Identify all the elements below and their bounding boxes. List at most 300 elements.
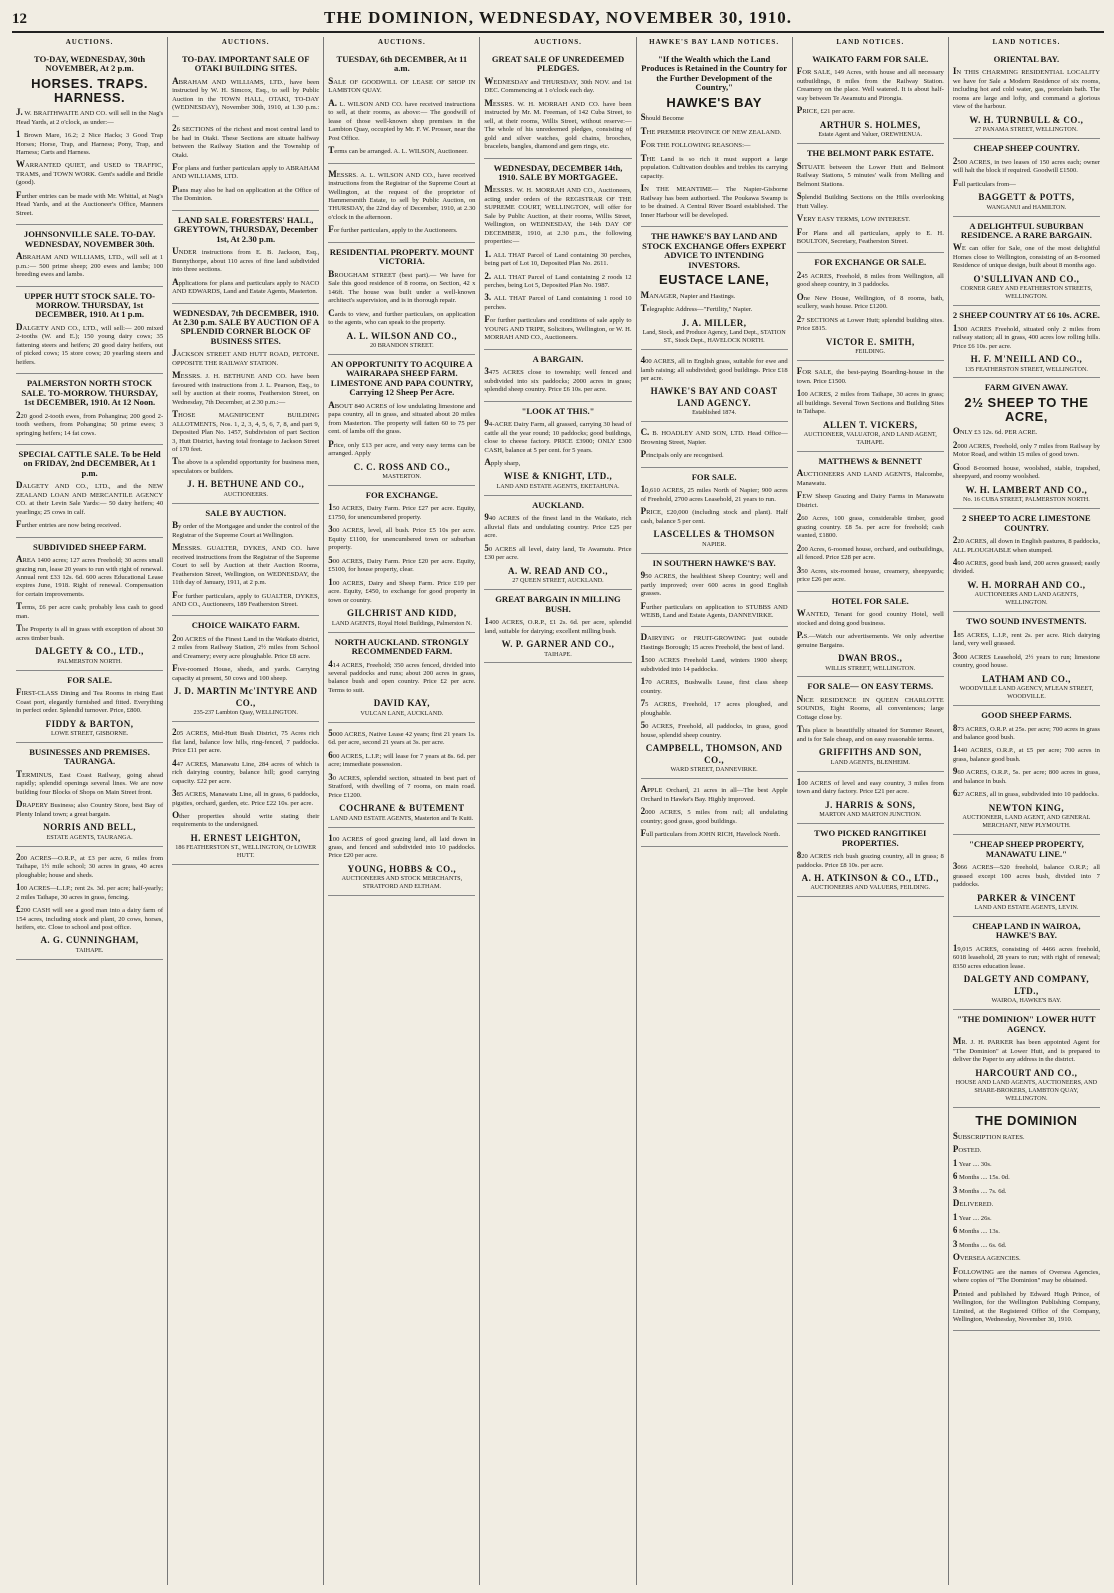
ad-paragraph: Splendid Building Sections on the Hills overlooking Hutt Valley. <box>796 191 944 210</box>
ad-paragraph: 27 SECTIONS at Lower Hutt; splendid building sites. Price £815. <box>796 313 944 333</box>
ad-paragraph: Full particulars from JOHN RICH, Havelock North. <box>640 828 781 839</box>
column-header: AUCTIONS. <box>378 38 426 46</box>
ad-paragraph: 100 ACRES of level and easy country, 3 miles from town and dairy factory. Price £21 per acre. <box>796 776 944 796</box>
ad-paragraph: 75 ACRES, Freehold, 17 acres ploughed, and ploughable. <box>640 698 788 717</box>
ad-paragraph: IN THE MEANTIME— The Napier-Gisborne Railway has been authorised. The Poukawa Swamp is to be drained. A Central River Board established. The Inner Harbour will be developed. <box>640 183 788 219</box>
ad-title: RESIDENTIAL PROPERTY. MOUNT VICTORIA. <box>329 246 474 267</box>
ad-title: TWO PICKED RANGITIKEI PROPERTIES. <box>814 828 927 848</box>
column-header: AUCTIONS. <box>534 38 582 46</box>
advertisement <box>641 50 788 227</box>
ad-title: FOR SALE— ON EASY TERMS. <box>807 681 934 692</box>
ad-paragraph: 350 Acres, six-roomed house, creamery, sheepyards; price £26 per acre. <box>796 564 944 584</box>
ad-paragraph: PRICE, £20,000 (including stock and plant). Half cash, balance 5 per cent. <box>640 506 788 525</box>
ad-paragraph: Five-roomed House, sheds, and yards. Carrying capacity at present, 50 cows and 100 sheep. <box>172 663 320 682</box>
ad-firm-name: PARKER & VINCENT <box>977 892 1076 903</box>
ad-title: CHEAP LAND IN WAIROA, HAWKE'S BAY. <box>972 921 1081 941</box>
ad-paragraph: PRICE, £21 per acre. <box>796 105 855 116</box>
ad-paragraph: THE PREMIER PROVINCE OF NEW ZEALAND. <box>640 125 782 136</box>
ad-title: "LOOK AT THIS." <box>521 405 595 416</box>
ad-paragraph: Telegraphic Address—"Fertility," Napier. <box>640 303 753 314</box>
ad-firm-address: 20 BRANDON STREET. <box>370 342 434 350</box>
ad-paragraph: 2. ALL THAT Parcel of Land containing 2 roods 12 perches, being Lot 5, Deposited Plan No. 1987. <box>484 270 632 290</box>
advertisement <box>16 287 163 375</box>
ad-paragraph: ABOUT 840 ACRES of low undulating limestone and papa country, all in grass, and situated about 20 miles from Masterton. The property will fatten 60 to 75 per cent. of lambs off the grass. <box>328 399 476 436</box>
ad-paragraph: 414 ACRES, Freehold; 350 acres fenced, divided into several paddocks and runs; about 200 acres in grass, balance bush and open country. Price £2 per acre. Terms to suit. <box>328 658 476 694</box>
ad-paragraph: MESSRS. J. H. BETHUNE AND CO. have been favoured with instructions from J. L. Pearson, Esq., to sell by auction at their rooms, Featherston Street, on Wednesday, 7th December, at 2.30 p.m.:— <box>172 370 320 406</box>
advertisement <box>641 779 788 846</box>
ad-paragraph: This place is beautifully situated for Summer Resort, and is for Sale cheap, and on easy reasonable terms. <box>796 724 944 743</box>
advertisement <box>797 677 944 771</box>
ad-paragraph: 873 ACRES, O.R.P. at 25s. per acre; 700 acres in grass and balance good bush. <box>952 722 1100 742</box>
ad-firm-name: NEWTON KING, <box>988 802 1065 813</box>
ad-title: THE BELMONT PARK ESTATE. <box>806 148 934 159</box>
ad-paragraph: ABRAHAM AND WILLIAMS, LTD., will sell at 1 p.m.:— 500 prime sheep; 200 ewes and lambs; 100 breeding ewes and lambs. <box>16 251 164 279</box>
ad-paragraph: BROUGHAM STREET (best part).— We have for Sale this good residence of 8 rooms, on Section, 42 x 146ft. The house was built under a well-known architect's supervision, and is in thorough repair. <box>328 268 476 305</box>
ad-firm-address: WARD STREET, DANNEVIRKE. <box>670 766 758 774</box>
ad-paragraph: Further particulars on application to STUBBS AND WEBB, Land and Estate Agents, DANNEVIRKE. <box>640 600 788 620</box>
ad-paragraph: 600 ACRES, L.I.P.; will lease for 7 years at 8s. 6d. per acre; immediate possession. <box>328 749 476 769</box>
advertisement <box>797 50 944 144</box>
ad-paragraph: 94-ACRE Dairy Farm, all grassed, carrying 30 head of cattle all the year round; 10 paddocks; good buildings, close to cheese factory. PRICE £3900; ONLY £300 CASH, balance at 5 per cent. for 5 years. <box>484 418 632 454</box>
ad-paragraph: 220 good 2-tooth ewes, from Pohangina; 200 good 2-tooth wethers, from Pohangina; 50 prime ewes; 3 springing heifers; 14 fat cows. <box>16 409 164 437</box>
advertisement <box>797 824 944 897</box>
advertisement <box>953 1010 1100 1108</box>
ad-firm-name: ARTHUR S. HOLMES, <box>819 119 921 130</box>
ad-firm-address: PALMERSTON NORTH. <box>57 657 122 665</box>
ad-firm-address: HOUSE AND LAND AGENTS, AUCTIONEERS, AND SHARE-BROKERS, LAMBTON QUAY, WELLINGTON. <box>955 1079 1098 1102</box>
ad-paragraph: POSTED. <box>952 1144 982 1155</box>
ad-firm-name: W. H. MORRAH AND CO., <box>967 579 1086 590</box>
ad-firm-name: H. ERNEST LEIGHTON, <box>190 832 301 843</box>
ad-paragraph: 940 ACRES of the finest land in the Waikato, rich alluvial flats and undulating country. Price £25 per acre. <box>484 512 632 540</box>
advertisement <box>953 509 1100 612</box>
advertisement <box>172 211 319 304</box>
ad-firm-address: 235-237 Lambton Quay, WELLINGTON. <box>193 709 298 717</box>
ad-firm-address: AUCTIONEERS. <box>223 490 268 498</box>
ad-paragraph: MR. J. H. PARKER has been appointed Agent for "The Dominion" at Lower Hutt, and is prepared to deliver the Paper to any address in the district. <box>952 1036 1100 1064</box>
ad-paragraph: 26 SECTIONS of the richest and most central land to be had in Otaki. These Sections are situate halfway between the Railway Station and the Township of Otaki. <box>172 123 320 159</box>
ad-paragraph: Terms, £6 per acre cash; probably less cash to good man. <box>16 601 164 620</box>
ad-paragraph: 260 Acres, 100 grass, considerable timber, good grazing country. £8 5s. per acre for freehold; cash wanted, £1800. <box>796 512 944 540</box>
advertisement <box>328 828 475 897</box>
masthead <box>12 6 1104 33</box>
ad-paragraph: 3. ALL THAT Parcel of Land containing 1 rood 10 perches. <box>484 292 632 311</box>
ad-firm-address: WILLIS STREET, WELLINGTON. <box>825 664 916 672</box>
advertisement <box>797 253 944 361</box>
ad-firm-name: A. W. READ AND CO., <box>507 565 608 576</box>
ad-title: "If the Wealth which the Land Produces is Retained in the Country for the Further Development of the Country," <box>641 53 788 93</box>
ad-title: "THE DOMINION" LOWER HUTT AGENCY. <box>957 1014 1096 1034</box>
ad-firm-name: NORRIS AND BELL, <box>43 822 136 833</box>
ad-paragraph: Full particulars from— <box>952 177 1016 188</box>
advertisement <box>797 144 944 253</box>
ad-firm-address: FEILDING. <box>855 348 886 356</box>
advertisement <box>16 225 163 286</box>
ad-title: A DELIGHTFUL SUBURBAN RESIDENCE. A RARE BARGAIN. <box>960 220 1092 240</box>
ad-paragraph: MESSRS. A. L. WILSON AND CO., have received instructions from the Registrar of the Supreme Court at Wellington, at the request of the proprietor of Hammersmith Estate, to sell by Public Auction, on THURSDAY, the 22nd day of December, 1910, at 2.30 o'clock in the afternoon. <box>328 168 476 221</box>
ad-paragraph: 100 ACRES—L.I.P.; rent 2s. 3d. per acre; half-yearly; 2 miles Taihape, 30 acres in grass, fencing. <box>16 882 164 901</box>
ad-firm-address: AUCTIONEERS AND LAND AGENTS, WELLINGTON. <box>974 591 1079 607</box>
ad-paragraph: WARRANTED QUIET, and USED to TRAFFIC, TRAMS, and TOWN WORK. Gent's saddle and Bridle (good). <box>16 159 164 187</box>
advertisement <box>641 468 788 554</box>
ad-firm-address: Estate Agent and Valuer, OREWHENUA. <box>818 131 923 139</box>
advertisement <box>328 164 475 243</box>
column-header: AUCTIONS. <box>65 38 114 46</box>
ad-paragraph: 200 ACRES—O.R.P., at £3 per acre, 6 miles from Taihape, 1½ mile school; 30 acres in grass, 40 acres ploughable; house and sheds. <box>16 851 164 879</box>
ad-firm-name: DALGETY & CO., LTD., <box>35 646 144 657</box>
ad-firm-address: VULCAN LANE, AUCKLAND. <box>360 709 444 717</box>
ad-paragraph: 1 Year .... 30s. <box>952 1157 992 1168</box>
ad-title: THE HAWKE'S BAY LAND AND STOCK EXCHANGE Offers EXPERT ADVICE TO INTENDING INVESTORS. <box>642 231 787 270</box>
advertisement <box>484 590 631 663</box>
ad-title: WEDNESDAY, DECEMBER 14th, 1910. SALE BY MORTGAGEE. <box>493 162 623 182</box>
ad-paragraph: 300 ACRES, level, all bush. Price £5 10s per acre. Equity £1100, for unencumbered town or suburban property. <box>328 524 476 552</box>
advertisement <box>16 671 163 743</box>
ad-title: MATTHEWS & BENNETT <box>818 455 922 466</box>
ad-paragraph: Cards to view, and further particulars, on application to the agents, who can speak to the property. <box>328 307 476 327</box>
ad-firm-address: AUCTIONEER, VALUATOR, AND LAND AGENT, TAIHAPE. <box>803 431 937 447</box>
ad-paragraph: 245 ACRES, Freehold, 8 miles from Wellington, all good sheep country, in 3 paddocks. <box>796 269 944 289</box>
advertisement <box>16 445 163 538</box>
ad-headline: 2½ SHEEP TO THE ACRE, <box>964 394 1089 424</box>
ad-paragraph: 185 ACRES, L.I.P., rent 2s. per acre. Rich dairying land, very well grassed. <box>952 628 1100 648</box>
ad-paragraph: VERY EASY TERMS, LOW INTEREST. <box>796 213 911 223</box>
ad-paragraph: OVERSEA AGENCIES. <box>952 1252 1021 1263</box>
ad-firm-address: ESTATE AGENTS, TAURANGA. <box>46 833 133 841</box>
page-title: THE DOMINION, WEDNESDAY, NOVEMBER 30, 1910. <box>324 8 792 27</box>
ad-firm-name: W. H. TURNBULL & CO., <box>969 114 1084 125</box>
ad-paragraph: FIRST-CLASS Dining and Tea Rooms in rising East Coast port, elegantly furnished and fitted. Everything in perfect order. Splendid turnover. Price, £800. <box>16 687 164 715</box>
advertisement <box>484 159 631 350</box>
ad-paragraph: FOR THE FOLLOWING REASONS:— <box>640 139 751 150</box>
ad-headline: HORSES. TRAPS. HARNESS. <box>31 75 148 105</box>
ad-title: SALE BY AUCTION. <box>205 507 287 518</box>
ad-title: WEDNESDAY, 7th DECEMBER, 1910. At 2.30 p.m. SALE BY AUCTION OF A SPLENDID CORNER BLOCK OF BUSINESS SITES. <box>172 307 320 346</box>
advertisement <box>953 612 1100 706</box>
ad-firm-name: GRIFFITHS AND SON, <box>818 747 922 758</box>
ad-paragraph: C. B. HOADLEY AND SON, LTD. Head Office—Browning Street, Napier. <box>640 427 788 446</box>
ad-paragraph: 3066 ACRES—520 freehold, balance O.R.P.; all grassed except 100 acres bush, divided into 7 paddocks. <box>952 861 1100 889</box>
ad-paragraph: SUBSCRIPTION RATES. <box>952 1130 1025 1141</box>
column-header: HAWKE'S BAY LAND NOTICES. <box>649 38 780 46</box>
ad-paragraph: 3 Months .... 6s. 6d. <box>952 1238 1007 1249</box>
ad-firm-address: WAIROA, HAWKE'S BAY. <box>991 997 1062 1005</box>
ad-paragraph: 2500 ACRES, in two leases of 150 acres each; owner will halt the block if required. Goodwill £1500. <box>952 155 1100 175</box>
ad-paragraph: 400 ACRES, all in English grass, suitable for ewe and lamb raising; all subdivided; good buildings. Price £18 per acre. <box>640 355 788 382</box>
ad-paragraph: 200 Acres, 6-roomed house, orchard, and outbuildings, all fenced. Price £28 per acre. <box>796 542 944 562</box>
advertisement <box>797 592 944 678</box>
ad-firm-name: CAMPBELL, THOMSON, AND CO., <box>645 743 783 765</box>
ad-firm-name: LASCELLES & THOMSON <box>653 529 775 540</box>
advertisement <box>953 1108 1100 1332</box>
ad-paragraph: 100 ACRES, Dairy and Sheep Farm. Price £19 per acre. Equity, £450, to exchange for good property in town or country. <box>328 576 476 604</box>
advertisement <box>641 554 788 628</box>
advertisement <box>484 50 631 159</box>
ad-title: GREAT SALE OF UNREDEEMED PLEDGES. <box>491 53 625 74</box>
ad-title: FARM GIVEN AWAY. <box>984 382 1068 393</box>
ad-paragraph: MESSRS. GUALTER, DYKES, AND CO. have received instructions from the Registrar of the Supreme Court to sell by Auction at their Auction Rooms, Featherston Street, Wellington, on WEDNESDAY, the 11th day of January, 1911, at 2 p.m. <box>172 542 320 587</box>
ad-paragraph: 1. ALL THAT Parcel of Land containing 30 perches, being part of Lot 10, Deposited Plan No. 2611. <box>484 248 632 268</box>
ad-firm-name: J. H. BETHUNE AND CO., <box>187 479 305 490</box>
ad-paragraph: A. L. WILSON AND CO. have received instructions to sell, at their rooms, as above:— The goodwill of lease of those well-known shop premises in the Lambton Quay, occupied by Mr. F. W. Prosser, near the Post Office. <box>328 97 476 142</box>
column-header: LAND NOTICES. <box>836 38 905 46</box>
ad-paragraph: DAIRYING or FRUIT-GROWING just outside Hastings Borough; 15 acres Freehold, the best of land. <box>640 632 788 651</box>
ad-title: 2 SHEEP COUNTRY AT £6 10s. ACRE. <box>952 310 1100 321</box>
ad-title: TO-DAY, WEDNESDAY, 30th NOVEMBER, At 2 p.m. <box>34 53 146 74</box>
column-5 <box>637 37 793 1585</box>
advertisement <box>16 743 163 847</box>
ad-paragraph: 19,015 ACRES, consisting of 4466 acres freehold, 6018 leasehold, 28 years to run; with right of renewal; 8350 acres education lease. <box>952 942 1100 970</box>
ad-paragraph: Further entries are now being received. <box>16 519 122 530</box>
ad-firm-name: DAVID KAY, <box>373 698 430 709</box>
ad-title: CHEAP SHEEP COUNTRY. <box>973 143 1080 154</box>
ad-title: 2 SHEEP TO ACRE LIMESTONE COUNTRY. <box>962 513 1091 533</box>
ad-paragraph: THOSE MAGNIFICENT BUILDING ALLOTMENTS, Nos. 1, 2, 3, 4, 5, 6, 7, 8, and part 9, Deposited Plan No. 1457, Subdivision of part Section 3, Hutt District, having total frontage to Jackson Street of 170 feet. <box>172 409 320 453</box>
ad-paragraph: DRAPERY Business; also Country Store, best Bay of Plenty Inland town; a great bargain. <box>16 799 164 818</box>
column-3 <box>324 37 480 1585</box>
ad-paragraph: For further particulars, apply to GUALTER, DYKES, AND CO., Auctioneers, 189 Featherston Street. <box>172 589 320 609</box>
ad-paragraph: APPLE Orchard, 21 acres in all—The best Apple Orchard in Hawke's Bay. Highly improved. <box>640 784 788 803</box>
ad-firm-name: O'SULLIVAN AND CO., <box>973 273 1080 284</box>
ad-firm-address: TAIHAPE. <box>75 946 104 954</box>
ad-paragraph: £200 CASH will see a good man into a dairy farm of 154 acres, including stock and plant, 20 cows, horses, heifers, etc. Close to school and post office. <box>16 904 164 932</box>
ad-firm-address: AUCTIONEER, LAND AGENT, AND GENERAL MERCHANT, NEW PLYMOUTH. <box>962 814 1091 830</box>
ad-paragraph: Applications for plans and particulars apply to NACO AND EDWARDS, Land and Estate Agents, Masterton. <box>172 276 320 296</box>
ad-paragraph: For further particulars and conditions of sale apply to YOUNG AND TRIPE, Solicitors, Wellington, or W. H. MORRAH AND CO., Auctioneers. <box>484 314 632 342</box>
ad-paragraph: 220 ACRES, all down in English pastures, 8 paddocks, ALL PLOUGHABLE when stumped. <box>952 535 1100 554</box>
advertisement <box>484 402 631 496</box>
ad-paragraph: 950 ACRES, the healthiest Sheep Country; well and partly improved; over 600 acres in good English grasses. <box>640 570 788 598</box>
ad-firm-address: Established 1874. <box>692 409 737 417</box>
ad-title: TWO SOUND INVESTMENTS. <box>966 616 1087 627</box>
ad-paragraph: MESSRS. W. H. MORRAH AND CO. have been instructed by Mr. M. Freeman, of 142 Cuba Street, to sell, at their rooms, Willis Street, without reserve:— The whole of his unredeemed pledges, consisting of gold and silver watches, gold chains, brooches, bracelets, bangles, diamond and gem rings, etc. <box>484 97 632 151</box>
advertisement <box>953 917 1100 1010</box>
ad-paragraph: THE Land is so rich it must support a large population. Cultivation doubles and trebles its carrying capacity. <box>640 152 788 180</box>
ad-firm-address: WOODVILLE LAND AGENCY, M'LEAN STREET, WOODVILLE. <box>959 685 1094 701</box>
ad-paragraph: MESSRS. W. H. MORRAH AND CO., Auctioneers, acting under orders of the REGISTRAR OF THE SUPREME COURT, WELLINGTON, will offer for Sale by Public Auction, at their rooms, Willis Street, Wellington, on WEDNESDAY, the 14th DAY OF DECEMBER, 1910, at 2.30 p.m., the following properties:— <box>484 184 632 246</box>
ad-paragraph: 50 ACRES all level, dairy land, Te Awamutu. Price £30 per acre. <box>484 542 632 562</box>
advertisement <box>16 538 163 671</box>
ad-paragraph: 100 ACRES of good grazing land, all laid down in grass, and fenced and subdivided into 10 paddocks. Price £20 per acre. <box>328 832 476 860</box>
ad-firm-address: MARTON AND MARTON JUNCTION. <box>819 811 922 819</box>
ad-firm-name: W. H. LAMBERT AND CO., <box>965 484 1088 495</box>
ad-firm-address: WANGANUI and HAMILTON. <box>986 203 1067 211</box>
ad-paragraph: 170 ACRES, Bushwalls Lease, first class sheep country. <box>640 676 788 695</box>
ad-paragraph: 3475 ACRES close to township; well fenced and subdivided into six paddocks; 2000 acres in grass; splendid sheep country. Price £6 10s. per acre. <box>484 366 632 394</box>
ad-paragraph: Good 8-roomed house, woolshed, stable, trapshed, sheepyard, and roomy woolshed. <box>952 461 1100 481</box>
ad-firm-address: AUCTIONEERS AND VALUERS, FEILDING. <box>810 884 931 892</box>
ad-firm-name: HARCOURT AND CO., <box>975 1067 1078 1078</box>
ad-paragraph: SITUATE between the Lower Hutt and Belmont Railway Stations, 5 minutes' walk from Melling and Belmont Stations. <box>796 160 944 188</box>
ad-paragraph: DELIVERED. <box>952 1198 994 1209</box>
ad-title: SPECIAL CATTLE SALE. To be Held on FRIDAY, 2nd DECEMBER, At 1 p.m. <box>18 448 161 478</box>
ad-firm-address: LAND AND ESTATE AGENTS, Masterton and Te Kuiti. <box>330 814 474 822</box>
ad-firm-address: LAND AND ESTATE AGENTS, EKETAHUNA. <box>496 482 620 490</box>
ad-paragraph: 2000 ACRES, Freehold, only 7 miles from Railway by Motor Road, and within 15 miles of good town. <box>952 439 1100 459</box>
ad-title: AN OPPORTUNITY TO ACQUIRE A WAIRARAPA SHEEP FARM. LIMESTONE AND PAPA COUNTRY, Carrying 12 Sheep Per Acre. <box>330 358 473 398</box>
advertisement <box>328 723 475 828</box>
ad-paragraph: By order of the Mortgagee and under the control of the Registrar of the Supreme Court at Wellington. <box>172 520 320 539</box>
ad-paragraph: 500 ACRES, Dairy Farm. Price £20 per acre. Equity, £5100, for house property, clear. <box>328 554 476 574</box>
ad-firm-name: GILCHRIST AND KIDD, <box>347 608 457 619</box>
ad-title: IN SOUTHERN HAWKE'S BAY. <box>652 557 776 568</box>
advertisement <box>172 50 319 211</box>
ad-paragraph: The Property is all in grass with exception of about 30 acres timber bush. <box>16 623 164 642</box>
ad-title: FOR EXCHANGE OR SALE. <box>814 257 927 268</box>
advertisement <box>953 706 1100 835</box>
column-6 <box>793 37 949 1585</box>
ad-firm-address: No. 16 CUBA STREET, PALMERSTON NORTH. <box>963 496 1090 504</box>
ad-firm-name: COCHRANE & BUTEMENT <box>339 803 465 814</box>
ad-paragraph: TERMINUS, East Coast Railway, going ahead rapidly; splendid openings several lines. We are now building four Blocks of Shops on Main Street front. <box>16 768 164 796</box>
ad-paragraph: NICE RESIDENCE IN QUEEN CHARLOTTE SOUNDS, Eight Rooms, all conveniences; large Cottage close by. <box>796 693 944 721</box>
column-7 <box>949 37 1104 1585</box>
page-number: 12 <box>12 11 27 27</box>
ad-paragraph: DALGETY AND CO., LTD., and the NEW ZEALAND LOAN AND MERCANTILE AGENCY CO. at their Levin Sale Yards:— 50 dairy heifers; 40 yearlings; 25 cows in calf. <box>16 480 164 516</box>
ad-paragraph: 205 ACRES, Mid-Hutt Bush District, 75 Acres rich flat land, balance low hills, ring-fenced, 7 paddocks. Price £11 per acre. <box>172 727 320 755</box>
ad-title: TO-DAY. IMPORTANT SALE OF OTAKI BUILDING SITES. <box>181 53 310 74</box>
ad-firm-name: H. F. M'NEILL AND CO., <box>970 354 1083 365</box>
ad-paragraph: 2000 ACRES, 5 miles from rail; all undulating country; good grass, good buildings. <box>640 806 788 825</box>
ad-paragraph: Terms can be arranged. A. L. WILSON, Auctioneer. <box>328 145 468 156</box>
ad-headline: EUSTACE LANE, <box>659 271 770 287</box>
ad-paragraph: 490 ACRES, good bush land, 200 acres grassed; easily divided. <box>952 556 1100 576</box>
ad-paragraph: AREA 1400 acres; 127 acres Freehold; 30 acres small grazing run, lease 20 years to run with right of renewal. Annual rent £33 12s. 6d. 600 acres Educational Lease expires June, 1918. Right of renewal. Compensation for certain improvements. <box>16 554 164 598</box>
ad-paragraph: 150 ACRES, Dairy Farm. Price £27 per acre. Equity, £1750, for unencumbered property. <box>328 502 476 521</box>
ad-firm-name: W. P. GARNER AND CO., <box>501 639 615 650</box>
ad-paragraph: 1440 ACRES, O.R.P., at £5 per acre; 700 acres in grass, balance good bush. <box>952 744 1100 763</box>
ad-paragraph: 820 ACRES rich bush grazing country, all in grass; 8 paddocks. Price £8 10s. per acre. <box>796 850 944 869</box>
advertisement <box>953 378 1100 509</box>
ad-firm-name: J. A. MILLER, <box>681 317 747 328</box>
ad-firm-name: DWAN BROS., <box>838 652 903 663</box>
ad-paragraph: 6 Months .... 13s. <box>952 1225 1000 1236</box>
ad-paragraph: 385 ACRES, Manawatu Line, all in grass, 6 paddocks, pigsties, orchard, garden, etc. Price £22 10s. per acre. <box>172 788 320 807</box>
ad-title: PALMERSTON NORTH STOCK SALE. TO-MORROW. THURSDAY, 1st DECEMBER, 1910. At 12 Noon. <box>21 378 158 408</box>
ad-paragraph: Other properties should write stating their requirements to the undersigned. <box>172 809 320 829</box>
ad-paragraph: One New House, Wellington, of 8 rooms, bath, scullery, wash house. Price £1200. <box>796 291 944 311</box>
ad-paragraph: P.S.—Watch our advertisements. We only advertise genuine Bargains. <box>796 630 944 649</box>
ad-paragraph: 447 ACRES, Manawatu Line, 284 acres of which is rich dairying country, balance hill; good carrying capacity. £22 per acre. <box>172 757 320 785</box>
column-header: AUCTIONS. <box>221 38 270 46</box>
ad-paragraph: Should Become <box>640 112 684 123</box>
ad-paragraph: JACKSON STREET AND HUTT ROAD, PETONE. OPPOSITE THE RAILWAY STATION. <box>172 348 320 367</box>
ad-title: TUESDAY, 6th DECEMBER, At 11 a.m. <box>336 53 468 74</box>
ad-paragraph: 200 ACRES of the Finest Land in the Waikato district, 2 miles from Railway Station, 2½ miles from School and Creamery; every acre ploughable. Price £8 acre. <box>172 632 320 660</box>
ad-paragraph: WE can offer for Sale, one of the most delightful Homes close to Wellington, consisting of an 8-roomed Residence of unique design, built about 8 months ago. <box>952 242 1100 270</box>
advertisement <box>953 835 1100 917</box>
ad-paragraph: IN THIS CHARMING RESIDENTIAL LOCALITY we have for Sale a Modern Residence of six rooms, including hot and cold water, gas, porcelain bath. The rooms are large and lofty, and command a glorious view of the harbour. <box>952 66 1100 111</box>
advertisement <box>641 350 788 422</box>
advertisement <box>16 374 163 445</box>
ad-paragraph: 5000 ACRES, Native Lease 42 years; first 21 years 1s. 6d. per acre, second 21 years at 3s. per acre. <box>328 727 476 747</box>
ad-firm-name: C. C. ROSS AND CO., <box>353 461 451 472</box>
ad-firm-address: LAND AGENTS, BLENHEIM. <box>830 758 910 766</box>
ad-firm-name: DALGETY AND COMPANY, LTD., <box>963 974 1090 996</box>
ad-paragraph: 1 Brown Mare, 16.2; 2 Nice Hacks; 3 Good Trap Horses; Horse, Trap, and Harness; Pony, Trap, and Harness; Carts and Harness. <box>16 129 164 157</box>
ad-paragraph: 1300 ACRES Freehold, situated only 2 miles from railway station; all in grass, 400 acres low rolling hills. Price £6 10s. per acre. <box>952 322 1100 350</box>
ad-headline: HAWKE'S BAY <box>666 94 762 110</box>
ad-title: LAND SALE. FORESTERS' HALL, GREYTOWN, THURSDAY, December 1st, At 2.30 p.m. <box>173 214 318 244</box>
ad-paragraph: For plans and further particulars apply to ABRAHAM AND WILLIAMS, LTD. <box>172 161 320 181</box>
advertisement <box>797 452 944 592</box>
advertisement <box>172 616 319 722</box>
ad-firm-name: J. D. MARTIN Mc'INTYRE AND CO., <box>173 686 318 708</box>
ad-firm-address: 186 FEATHERSTON ST., WELLINGTON, Or LOWER HUTT. <box>175 844 317 860</box>
ad-firm-address: AUCTIONEERS AND STOCK MERCHANTS, STRATFORD AND ELTHAM. <box>341 875 463 891</box>
column-header: LAND NOTICES. <box>992 38 1061 46</box>
advertisement <box>953 306 1100 378</box>
ad-title: "CHEAP SHEEP PROPERTY, MANAWATU LINE." <box>969 839 1084 859</box>
ad-firm-address: LAND AND ESTATE AGENTS, LEVIN. <box>974 904 1079 912</box>
ad-headline: THE DOMINION <box>975 1112 1078 1128</box>
ad-paragraph: FOLLOWING are the names of Oversea Agencies, where copies of "The Dominion" may be obtained. <box>952 1265 1100 1285</box>
ad-title: SUBDIVIDED SHEEP FARM. <box>32 541 147 552</box>
ad-title: FOR EXCHANGE. <box>365 490 438 500</box>
advertisement <box>484 496 631 590</box>
advertisement <box>328 243 475 355</box>
advertisement <box>16 50 163 225</box>
ad-paragraph: J. W. BRAITHWAITE AND CO. will sell in the Nag's Head Yards, at 2 o'clock, as under:— <box>16 107 164 126</box>
ad-paragraph: 3 Months .... 7s. 6d. <box>952 1184 1007 1195</box>
ad-firm-name: ALLEN T. VICKERS, <box>823 419 918 430</box>
ad-title: WAIKATO FARM FOR SALE. <box>812 53 929 64</box>
ad-paragraph: AUCTIONEERS AND LAND AGENTS, Halcombe, Manawatu. <box>796 468 944 487</box>
ad-paragraph: FEW Sheep Grazing and Dairy Farms in Manawatu District. <box>796 490 944 509</box>
ad-paragraph: 1400 ACRES, O.R.P., £1 2s. 6d. per acre, splendid land, suitable for dairying; excellent milling bush. <box>484 616 632 635</box>
ad-paragraph: 3000 ACRES Leasehold, 2½ years to run; limestone country, good house. <box>952 650 1100 670</box>
ad-paragraph: 6 Months .... 15s. 0d. <box>952 1171 1010 1182</box>
ad-title: UPPER HUTT STOCK SALE. TO-MORROW. THURSDAY, 1st DECEMBER, 1910. At 1 p.m. <box>24 290 156 320</box>
ad-paragraph: FOR SALE, the best-paying Boarding-house in the town. Price £1500. <box>796 366 944 385</box>
advertisement <box>953 50 1100 139</box>
ad-title: ORIENTAL BAY. <box>993 53 1060 64</box>
ad-title: FOR SALE. <box>691 471 737 482</box>
ad-paragraph: Price, only £13 per acre, and very easy terms can be arranged. Apply <box>328 438 476 458</box>
advertisement <box>328 633 475 723</box>
ad-firm-address: LOWE STREET, GISBORNE. <box>50 730 129 738</box>
ad-paragraph: MANAGER, Napier and Hastings. <box>640 289 736 300</box>
ad-title: BUSINESSES AND PREMISES. TAURANGA. <box>29 747 150 767</box>
ad-paragraph: WANTED, Tenant for good country Hotel, well stocked and doing good business. <box>796 608 944 627</box>
advertisement <box>797 772 944 824</box>
ad-paragraph: ABRAHAM AND WILLIAMS, LTD., have been instructed by W. H. Simcox, Esq., to sell by Public Auction in the TOWN HALL, OTAKI, TO-DAY (WEDNESDAY), November 30th, 1910, at 1.30 p.m.:— <box>172 75 320 120</box>
ad-firm-address: MASTERTON. <box>382 473 422 481</box>
ad-firm-name: WISE & KNIGHT, LTD., <box>503 471 613 482</box>
ad-paragraph: UNDER instructions from E. B. Jackson, Esq., Bunnythorpe, about 110 acres of fine land subdivided into three sections. <box>172 246 320 274</box>
advertisement <box>328 50 475 164</box>
ad-firm-address: 135 FEATHERSTON STREET, WELLINGTON. <box>964 365 1088 373</box>
advertisement <box>641 227 788 350</box>
column-container <box>12 37 1104 1585</box>
ad-paragraph: 1 Year .... 26s. <box>952 1211 992 1222</box>
ad-title: CHOICE WAIKATO FARM. <box>191 620 300 631</box>
ad-firm-address: TAIHAPE. <box>544 650 572 658</box>
advertisement <box>172 722 319 865</box>
ad-paragraph: The above is a splendid opportunity for business men, speculators or builders. <box>172 456 320 475</box>
advertisement <box>328 355 475 486</box>
ad-firm-name: VICTOR E. SMITH, <box>825 336 915 347</box>
ad-paragraph: Printed and published by Edward Hugh Prince, of Wellington, for the Wellington Publishing Company, Limited, at the Registered Office of the Company, Wellington, Wednesday, November 30, 1910. <box>952 1287 1100 1324</box>
ad-paragraph: Further entries can be made with Mr. Whittal, at Nag's Head Yards, and at the Auctioneer's Office, Manners Street. <box>16 189 164 217</box>
advertisement <box>328 486 475 633</box>
ad-firm-name: BAGGETT & POTTS, <box>978 192 1075 203</box>
ad-paragraph: 960 ACRES, O.R.P., 5s. per acre; 800 acres in grass, and balance in bush. <box>952 766 1100 785</box>
ad-firm-name: A. L. WILSON AND CO., <box>346 330 458 341</box>
ad-title: GREAT BARGAIN IN MILLING BUSH. <box>495 594 621 614</box>
advertisement <box>797 361 944 452</box>
ad-paragraph: 1500 ACRES Freehold Land, winters 1900 sheep; subdivided into 14 paddocks. <box>640 654 788 673</box>
